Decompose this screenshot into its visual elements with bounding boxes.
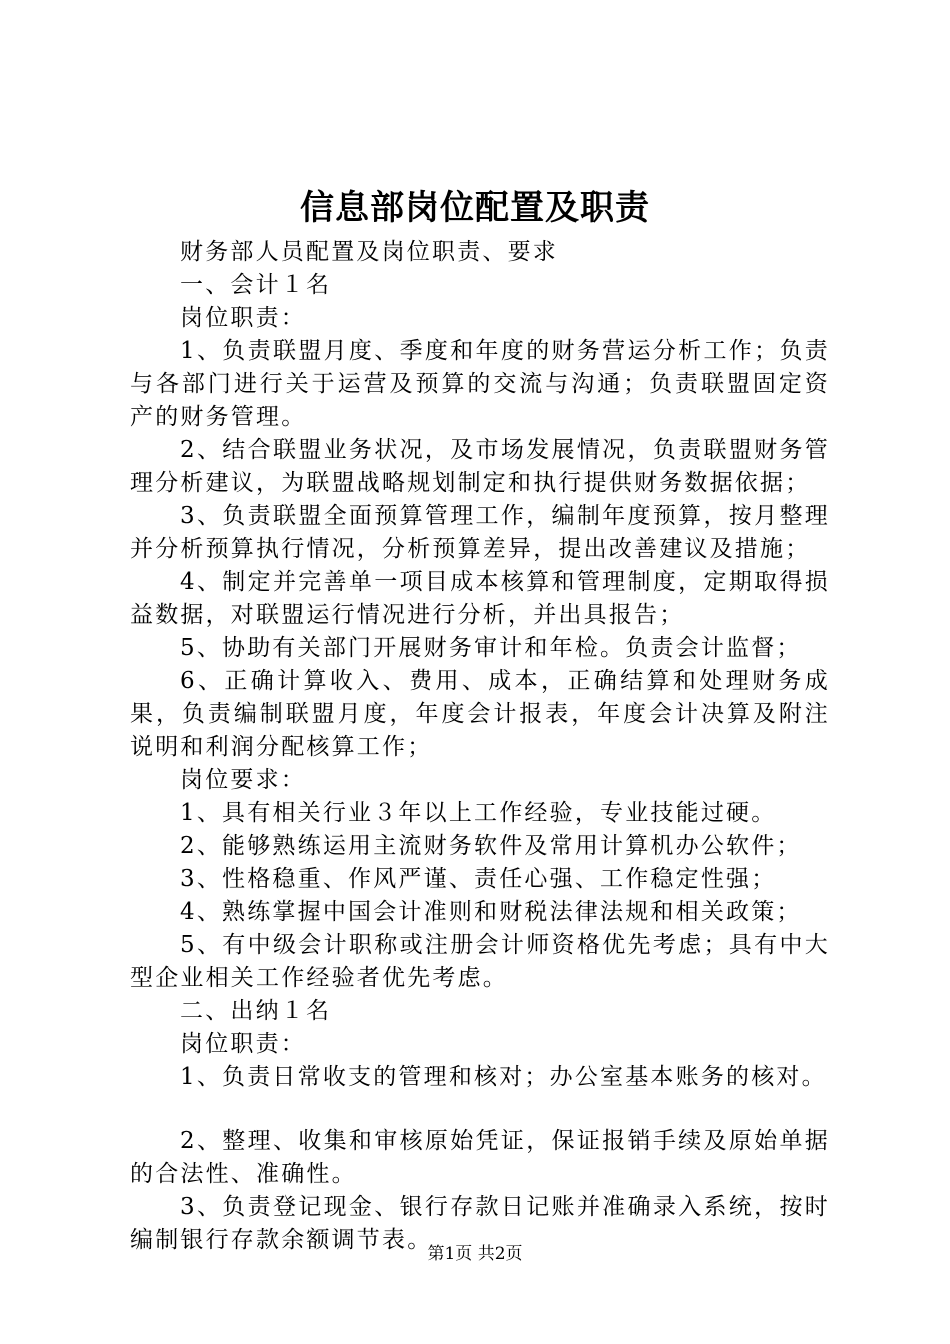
requirement-item: 4、熟练掌握中国会计准则和财税法律法规和相关政策； bbox=[180, 899, 802, 925]
document-body bbox=[130, 236, 830, 1257]
requirement-item: 3、性格稳重、作风严谨、责任心强、工作稳定性强； bbox=[180, 866, 777, 892]
duties-heading: 岗位职责： bbox=[180, 305, 306, 331]
paragraph-gap bbox=[130, 1094, 830, 1125]
duty-item: 2、结合联盟业务状况，及市场发展情况，负责联盟财务管理分析建议，为联盟战略规划制定和执行提供财务数据依据； bbox=[130, 437, 830, 496]
duty-item: 1、负责日常收支的管理和核对；办公室基本账务的核对。 bbox=[180, 1064, 827, 1090]
page-title: 信息部岗位配置及职责 bbox=[300, 188, 650, 228]
requirement-item: 1、具有相关行业３年以上工作经验，专业技能过硬。 bbox=[180, 800, 777, 826]
duty-item: 2、整理、收集和审核原始凭证，保证报销手续及原始单据的合法性、准确性。 bbox=[130, 1128, 830, 1187]
requirement-item: 5、有中级会计职称或注册会计师资格优先考虑；具有中大型企业相关工作经验者优先考虑。 bbox=[130, 932, 830, 991]
requirement-item: 2、能够熟练运用主流财务软件及常用计算机办公软件； bbox=[180, 833, 802, 859]
page-footer: 第1页 共2页 bbox=[427, 1244, 523, 1264]
section-intro: 财务部人员配置及岗位职责、要求 bbox=[180, 239, 558, 265]
duty-item: 3、负责联盟全面预算管理工作，编制年度预算，按月整理并分析预算执行情况，分析预算差异，提出改善建议及措施； bbox=[130, 503, 830, 562]
duty-item: 1、负责联盟月度、季度和年度的财务营运分析工作；负责与各部门进行关于运营及预算的交流与沟通；负责联盟固定资产的财务管理。 bbox=[130, 338, 830, 430]
section-heading-accountant: 一、会计１名 bbox=[180, 272, 332, 298]
section-heading-cashier: 二、出纳１名 bbox=[180, 998, 332, 1024]
duties-heading: 岗位职责： bbox=[180, 1031, 306, 1057]
duty-item: 5、协助有关部门开展财务审计和年检。负责会计监督； bbox=[180, 635, 802, 661]
duty-item: 3、负责登记现金、银行存款日记账并准确录入系统，按时编制银行存款余额调节表。 bbox=[130, 1194, 830, 1253]
duty-item: 6、正确计算收入、费用、成本，正确结算和处理财务成果，负责编制联盟月度，年度会计报表，年度会计决算及附注说明和利润分配核算工作； bbox=[130, 668, 830, 760]
duty-item: 4、制定并完善单一项目成本核算和管理制度，定期取得损益数据，对联盟运行情况进行分析，并出具报告； bbox=[130, 569, 830, 628]
requirements-heading: 岗位要求： bbox=[180, 767, 306, 793]
